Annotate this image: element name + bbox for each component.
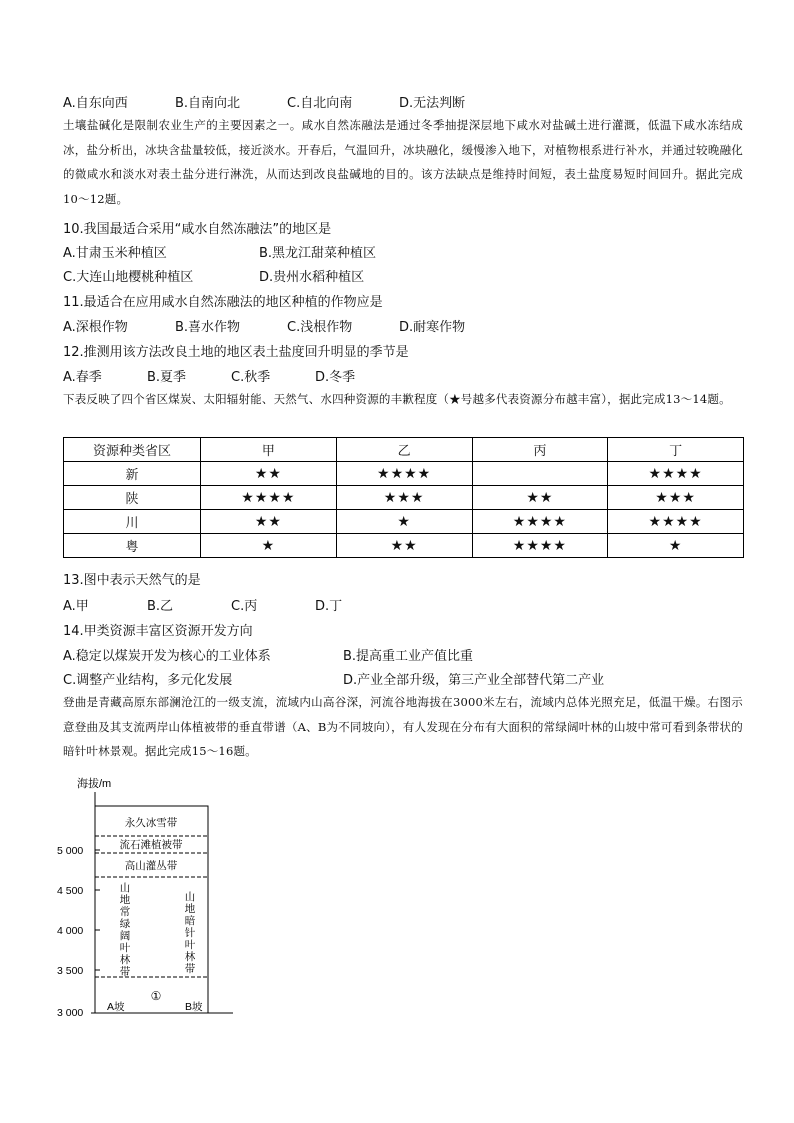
- table-cell: ★★: [201, 462, 337, 486]
- q12-option-a: A.春季: [63, 370, 102, 385]
- q14-option-c: C.调整产业结构，多元化发展: [63, 673, 233, 688]
- q14-option-d: D.产业全部升级，第三产业全部替代第二产业: [343, 673, 605, 688]
- q9-option-a: A.自东向西: [63, 96, 128, 111]
- q13-stem: 13.图中表示天然气的是: [63, 573, 201, 588]
- q9-option-c: C.自北向南: [287, 96, 353, 111]
- table-cell: ★★★★: [608, 462, 744, 486]
- tick-label: 4 500: [57, 885, 84, 897]
- q14-option-a: A.稳定以煤炭开发为核心的工业体系: [63, 649, 271, 664]
- table-cell: ★★★★: [201, 486, 337, 510]
- q11-options: [63, 316, 465, 335]
- table-row-label: 粤: [64, 534, 201, 558]
- table-cell: ★★★: [336, 486, 472, 510]
- q13-options: [63, 595, 342, 614]
- q9-options: [63, 92, 465, 111]
- q10-option-c: C.大连山地樱桃种植区: [63, 270, 194, 285]
- slope-a-label: A坡: [107, 1001, 125, 1013]
- belt-label-shrub: 高山灌丛带: [124, 860, 178, 872]
- belt-label-evergreen: 山地常绿阔叶林带: [119, 882, 131, 978]
- q12-option-c: C.秋季: [231, 370, 271, 385]
- slope-b-label: B坡: [185, 1001, 203, 1013]
- q13-option-d: D.丁: [315, 599, 343, 614]
- resource-table: [63, 437, 744, 558]
- belt-label-snow: 永久冰雪带: [124, 817, 178, 829]
- table-header-cell: 资源种类省区: [64, 438, 201, 462]
- table-cell: ★★: [336, 534, 472, 558]
- q11-option-d: D.耐寒作物: [399, 320, 466, 335]
- q11-option-a: A.深根作物: [63, 320, 128, 335]
- table-cell: ★★★★: [336, 462, 472, 486]
- table-cell: ★: [608, 534, 744, 558]
- belt-label-dark-conifer: 山地暗针叶林带: [184, 891, 196, 975]
- table-row-label: 川: [64, 510, 201, 534]
- table-row: [64, 510, 744, 534]
- q12-options: [63, 366, 355, 385]
- tick-label: 5 000: [57, 845, 84, 857]
- q14-option-b: B.提高重工业产值比重: [343, 649, 474, 664]
- passage-dengqu: 登曲是青藏高原东部澜沧江的一级支流，流域内山高谷深，河流谷地海拔在3000米左右，流域内总体光照充足，低温干燥。右图示意登曲及其支流两岸山体植被带的垂直带谱（A、B为不同坡向），有人发现在分布有大面积的常绿阔叶林的山坡中常可看到条带状的暗针叶林景观。据此完成15～16题。: [63, 695, 743, 758]
- q12-stem: 12.推测用该方法改良土地的地区表土盐度回升明显的季节是: [63, 345, 409, 360]
- q10-options-row1: [63, 242, 376, 261]
- table-row: [64, 486, 744, 510]
- q11-option-c: C.浅根作物: [287, 320, 353, 335]
- q12-option-b: B.夏季: [147, 370, 187, 385]
- q10-stem: 10.我国最适合采用“咸水自然冻融法”的地区是: [63, 222, 332, 237]
- tick-label: 3 000: [57, 1007, 84, 1019]
- q10-option-a: A.甘肃玉米种植区: [63, 246, 167, 261]
- q10-option-b: B.黑龙江甜菜种植区: [259, 246, 377, 261]
- y-axis-label: 海拔/m: [77, 778, 112, 790]
- table-row: [64, 534, 744, 558]
- table-row-label: 新: [64, 462, 201, 486]
- vegetation-belt-figure: [55, 770, 255, 1020]
- belt-label-scree: 流石滩植被带: [119, 839, 183, 851]
- table-cell: ★★★★: [472, 510, 608, 534]
- q12-option-d: D.冬季: [315, 370, 356, 385]
- q10-option-d: D.贵州水稻种植区: [259, 270, 365, 285]
- q13-option-c: C.丙: [231, 599, 258, 614]
- table-cell: ★★★★: [472, 534, 608, 558]
- marker-one: ①: [150, 989, 162, 1003]
- table-header-cell: 丁: [608, 438, 744, 462]
- table-cell: ★: [201, 534, 337, 558]
- q11-option-b: B.喜水作物: [175, 320, 241, 335]
- q14-stem: 14.甲类资源丰富区资源开发方向: [63, 624, 253, 639]
- table-header-cell: 乙: [336, 438, 472, 462]
- tick-label: 4 000: [57, 925, 84, 937]
- q14-options-row1: [63, 645, 473, 664]
- table-cell: ★★★★: [608, 510, 744, 534]
- table-row: [64, 462, 744, 486]
- tick-label: 3 500: [57, 965, 84, 977]
- table-header-cell: 丙: [472, 438, 608, 462]
- table-cell: [472, 462, 608, 486]
- table-cell: ★★★: [608, 486, 744, 510]
- q14-options-row2: [63, 669, 604, 688]
- table-header-cell: 甲: [201, 438, 337, 462]
- q10-options-row2: [63, 266, 364, 285]
- q13-option-b: B.乙: [147, 599, 174, 614]
- table-cell: ★★: [472, 486, 608, 510]
- table-row-label: 陕: [64, 486, 201, 510]
- table-header-row: [64, 438, 744, 462]
- q9-option-b: B.自南向北: [175, 96, 241, 111]
- table-cell: ★: [336, 510, 472, 534]
- passage-resources: 下表反映了四个省区煤炭、太阳辐射能、天然气、水四种资源的丰歉程度（★号越多代表资源分布越丰富），据此完成13～14题。: [63, 392, 731, 406]
- q9-option-d: D.无法判断: [399, 96, 466, 111]
- q11-stem: 11.最适合在应用咸水自然冻融法的地区种植的作物应是: [63, 295, 383, 310]
- q13-option-a: A.甲: [63, 599, 89, 614]
- table-cell: ★★: [201, 510, 337, 534]
- passage-saline-soil: 土壤盐碱化是限制农业生产的主要因素之一。咸水自然冻融法是通过冬季抽提深层地下咸水对盐碱土进行灌溉，低温下咸水冻结成冰，盐分析出，冰块含盐量较低，接近淡水。开春后，气温回升，冰块融化，缓慢渗入地下，对植物根系进行补水，并通过较晚融化的微咸水和淡水对表土盐分进行淋洗，从而达到改良盐碱地的目的。该方法缺点是维持时间短，表土盐度易短时间回升。据此完成10～12题。: [63, 118, 743, 206]
